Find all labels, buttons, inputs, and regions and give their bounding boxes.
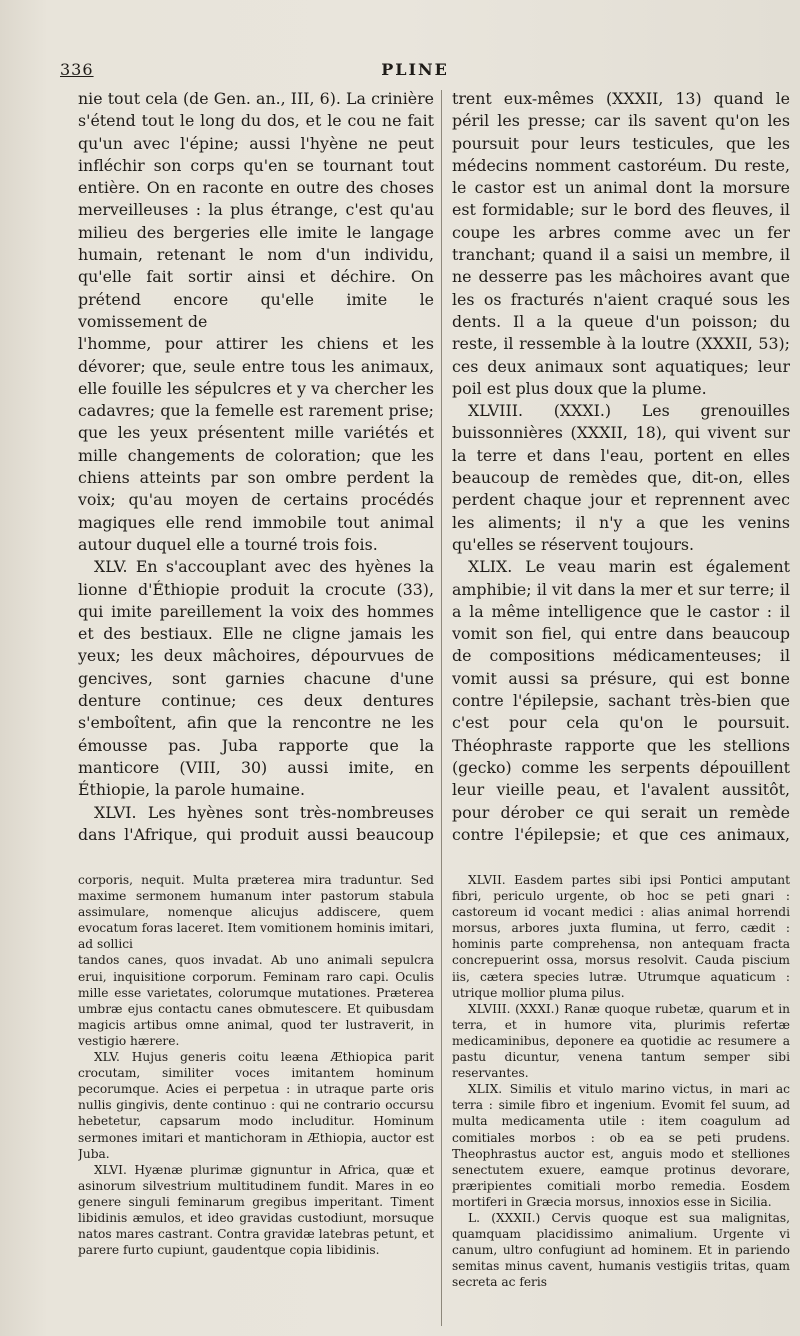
paragraph-text: XLVIII. (XXXI.) Les grenouilles buissonnières (XXXII, 18), qui vivent sur la terre et dans l'eau, portent en elles beaucoup de remèdes que, dit-on, elles perdent chaque jour et reprennent avec les aliments; il n'y a que les venins qu'elles se réservent toujours. [452, 401, 790, 554]
french-paragraph-xlviii [452, 400, 790, 556]
running-title: PLINE [381, 60, 449, 79]
paragraph-text: l'homme, pour attirer les chiens et les dévorer; que, seule entre tous les animaux, elle fouille les sépulcres et y va chercher les cadavres; que la femelle est rarement prise; que les yeux présentent mille variétés et mille changements de coloration; que les chiens atteints par son ombre perdent la voix; qu'au moyen de certains procédés magiques elle rend immobile tout animal autour duquel elle a tourné trois fois. [78, 334, 434, 554]
latin-paragraph-xlv [78, 1049, 434, 1162]
paragraph-text: XLVIII. (XXXI.) Ranæ quoque rubetæ, quarum et in terra, et in humore vita, plurimis refertæ medicaminibus, deponere ea quotidie ac resumere a pastu dicuntur, venena tantum semper sibi reservantes. [452, 1001, 790, 1081]
page-header [60, 60, 770, 82]
french-paragraph-xlix [452, 556, 790, 848]
paragraph-text: XLV. Hujus generis coitu leæna Æthiopica parit crocutam, similiter voces imitantem hominum pecorumque. Acies ei perpetua : in utraque parte oris nullis gingivis, dente continuo : qui ne contrario occursu hebetetur, capsarum modo includitur. Hominum sermones imitari et mantichoram in Æthiopia, auctor est Juba. [78, 1050, 434, 1161]
paragraph-text: trent eux-mêmes (XXXII, 13) quand le péril les presse; car ils savent qu'on les poursuit pour leurs testicules, que les médecins nomment castoréum. Du reste, le castor est un animal dont la morsure est formidable; sur le bord des fleuves, il coupe les arbres comme avec un fer tranchant; quand il a saisi un membre, il ne desserre pas les mâchoires avant que les os fracturés n'aient craqué sous les dents. Il a la queue d'un poisson; du reste, il ressemble à la loutre (XXXII, 53); ces deux animaux sont aquatiques; leur poil est plus doux que la plume. [452, 89, 790, 398]
latin-paragraph-xlix [452, 1081, 790, 1210]
paragraph-text: L. (XXXII.) Cervis quoque est sua malignitas, quamquam placidissimo animalium. Urgente vi canum, ultro confugiunt ad hominem. Et in pariendo semitas minus cavent, humanis vestigiis tritas, quam secreta ac feris [452, 1210, 790, 1290]
latin-column-left [78, 872, 434, 1322]
french-paragraph-continuation [78, 88, 434, 333]
paragraph-text: XLVI. Les hyènes sont très-nombreuses dans l'Afrique, qui produit aussi beaucoup [78, 802, 434, 844]
latin-paragraph-xlvii [452, 872, 790, 1001]
french-paragraph-xlv [78, 556, 434, 801]
latin-paragraph-xlvi [78, 1162, 434, 1259]
page-number: 336 [60, 60, 94, 79]
french-paragraph-castor [452, 88, 790, 400]
french-column-left [78, 88, 434, 848]
paragraph-text: XLV. En s'accouplant avec des hyènes la lionne d'Éthiopie produit la crocute (33), qui imite pareillement la voix des hommes et des bestiaux. Elle ne cligne jamais les yeux; les deux mâchoires, dépourvues de gencives, sont garnies chacune d'une denture continue; ces deux dentures s'emboîtent, afin que la rencontre ne les émousse pas. Juba rapporte que la manticore (VIII, 30) aussi imite, en Éthiopie, la parole humaine. [78, 557, 434, 800]
latin-column-right [452, 872, 790, 1322]
latin-paragraph-xlviii [452, 1001, 790, 1081]
latin-paragraph-continuation-2 [78, 952, 434, 1049]
column-divider [441, 90, 442, 1326]
french-paragraph-xlvi [78, 802, 434, 849]
paragraph-text: corporis, nequit. Multa præterea mira traduntur. Sed maxime sermonem humanum inter pastorum stabula assimulare, nomenque alicujus addiscere, quem evocatum foras laceret. Item vomitionem hominis imitari, ad sollici [78, 873, 434, 952]
paragraph-text: nie tout cela (de Gen. an., III, 6). La crinière s'étend tout le long du dos, et le cou ne fait qu'un avec l'épine; aussi l'hyène ne peut infléchir son corps qu'en se tournant tout entière. On en raconte en outre des choses merveilleuses : la plus étrange, c'est qu'au milieu des bergeries elle imite le langage humain, retenant le nom d'un individu, qu'elle fait sortir ainsi et déchire. On prétend encore qu'elle imite le vomissement de [78, 89, 434, 331]
latin-paragraph-l [452, 1210, 790, 1290]
latin-paragraph-continuation [78, 872, 434, 952]
french-column-right [452, 88, 790, 848]
paragraph-text: XLVI. Hyænæ plurimæ gignuntur in Africa, quæ et asinorum silvestrium multitudinem fundit. Mares in eo genere singuli feminarum gregibus imperitant. Timent libidinis æmulos, et ideo gravidas custodiunt, morsuque natos mares castrant. Contra gravidæ latebras petunt, et parere furto cupiunt, gaudentque copia libidinis. [78, 1162, 434, 1258]
paragraph-text: XLIX. Similis et vitulo marino victus, in mari ac terra : simile fibro et ingenium. Evomit fel suum, ad multa medicamenta utile : item coagulum ad comitiales morbos : ob ea se peti prudens. Theophrastus auctor est, anguis modo et stelliones senectutem exuere, eamque protinus devorare, præripientes comitiali morbo remedia. Eosdem mortiferi in Græcia morsus, innoxios esse in Sicilia. [452, 1082, 790, 1209]
paragraph-text: tandos canes, quos invadat. Ab uno animali sepulcra erui, inquisitione corporum. Feminam raro capi. Oculis mille esse varietates, colorumque mutationes. Præterea umbræ ejus contactu canes obmutescere. Et quibusdam magicis artibus omne animal, quod ter lustraverit, in vestigio hærere. [78, 953, 434, 1048]
french-paragraph-continuation-2 [78, 333, 434, 556]
paragraph-text: XLVII. Easdem partes sibi ipsi Pontici amputant fibri, periculo urgente, ob hoc se peti gnari : castoreum id vocant medici : alias animal horrendi morsus, arbores juxta flumina, ut ferro, cædit : hominis parte comprehensa, non antequam fracta concrepuerint ossa, morsus resolvit. Cauda piscium iis, cætera species lutræ. Utrumque aquaticum : utrique mollior pluma pilus. [452, 873, 790, 1000]
paragraph-text: XLIX. Le veau marin est également amphibie; il vit dans la mer et sur terre; il a la même intelligence que le castor : il vomit son fiel, qui entre dans beaucoup de compositions médicamenteuses; il vomit aussi sa présure, qui est bonne contre l'épilepsie, sachant très-bien que c'est pour cela qu'on le poursuit. Théophraste rapporte que les stellions (gecko) comme les serpents dépouillent leur vieille peau, et l'avalent aussitôt, pour dérober ce qui serait un remède contre l'épilepsie; et que ces animaux, [452, 557, 790, 844]
